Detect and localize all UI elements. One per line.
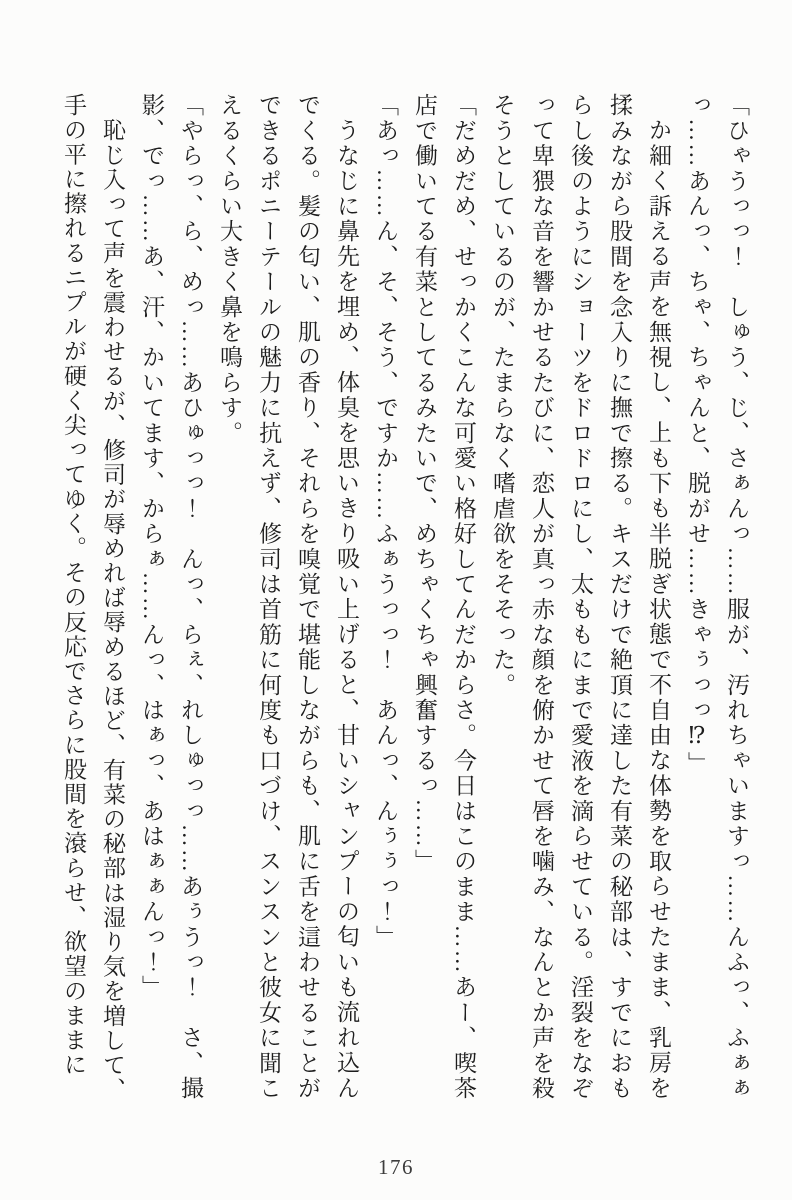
- paragraph: 恥じ入って声を震わせるが、修司が辱めれば辱めるほど、有菜の秘部は湿り気を増して、手の平に擦れるニプルが硬く尖ってゆく。その反応でさらに股間を滾らせ、欲望のままに: [61, 93, 125, 1102]
- page-number: 176: [378, 1155, 414, 1179]
- paragraph: うなじに鼻先を埋め、体臭を思いきり吸い上げると、甘いシャンプーの匂いも流れ込んでくる。髪の匂い、肌の香り、それらを嗅覚で堪能しながらも、肌に舌を這わせることができるポニーテールの魅力に抗えず、修司は首筋に何度も口づけ、スンスンと彼女に聞こえるくらい大きく鼻を鳴らす。: [217, 93, 359, 1101]
- paragraph: 「ひゃうっっ！ しゅう、じ、さぁんっ……服が、汚れちゃいますっ……んふっ、ふぁぁっ……あんっ、ちゃ、ちゃんと、脱がせ……きゃぅっっ⁉」: [685, 93, 749, 1101]
- paragraph: 「あっ……ん、そ、そう、ですか……ふぁうっっ！ あんっ、んぅぅっ！」: [373, 93, 398, 950]
- paragraph: か細く訴える声を無視し、上も下も半脱ぎ状態で不自由な体勢を取らせたまま、乳房を揉みながら股間を念入りに撫で擦る。キスだけで絶頂に達した有菜の秘部は、すでにおもらし後のようにショーツをドロドロにし、太ももにまで愛液を滴らせている。淫裂をなぞって卑猥な音を響かせるたびに、恋人が真っ赤な顔を俯かせて唇を噛み、なんとか声を殺そうとしているのが、たまらなく嗜虐欲をそそった。: [490, 93, 671, 1102]
- paragraph: 「だめだめ、せっかくこんな可愛い格好してんだからさ。今日はこのまま……あー、喫茶店で働いてる有菜としてるみたいで、めちゃくちゃ興奮するっ……」: [412, 93, 476, 1101]
- body-text: [40, 93, 756, 1106]
- paragraph: 「やらっ、ら、めっ……あひゅっっ！ んっ、らぇ、れしゅっっ……あぅうっ！ さ、撮影、でっ……あ、汗、かいてます、からぁ……んっ、はぁっ、あはぁぁんっ！」: [139, 93, 203, 1101]
